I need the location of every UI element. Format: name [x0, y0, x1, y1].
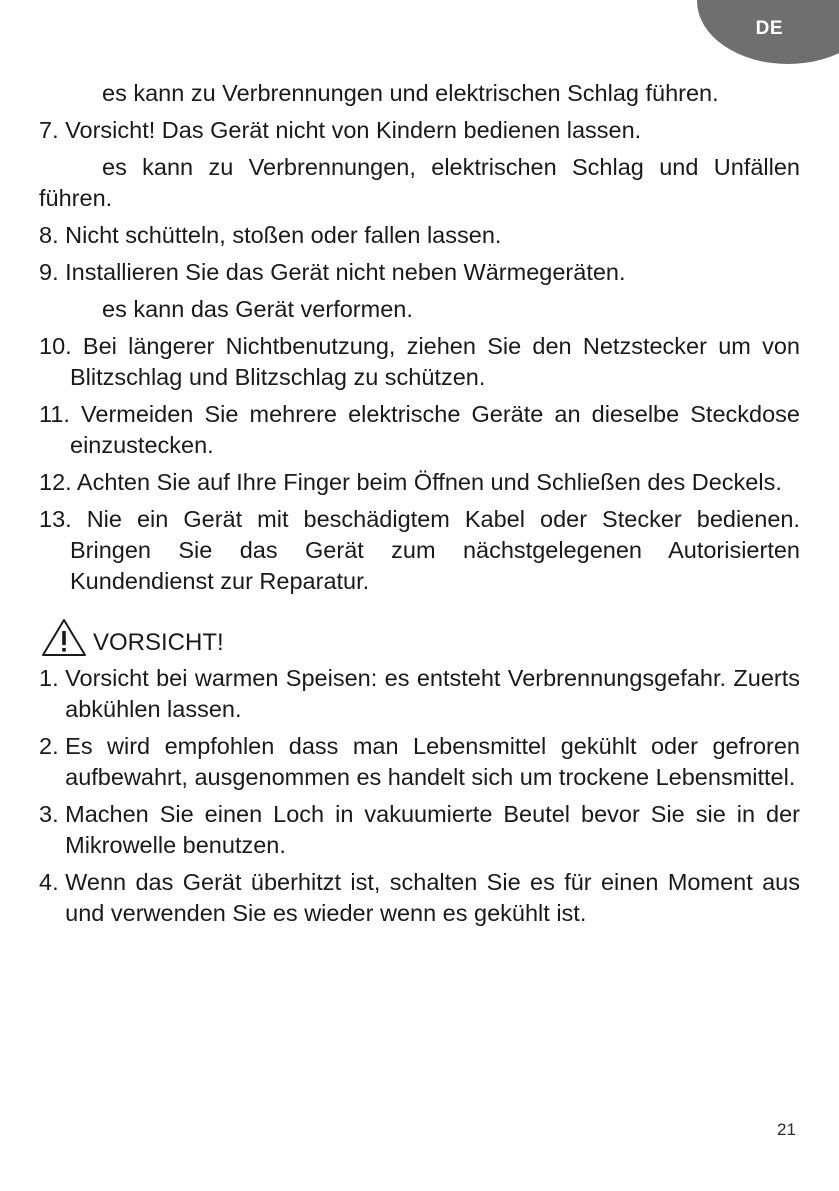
caution-item-number: 1. [39, 665, 66, 691]
list-item-13: 13. Nie ein Gerät mit beschädigtem Kabel oder Stecker bedienen. Bringen Sie das Gerät zum nächstgelegenen Autorisierten Kundendienst zur Reparatur. [39, 506, 800, 594]
caution-item-number: 4. [39, 869, 66, 895]
caution-title: VORSICHT! [93, 629, 224, 656]
list-item-7: 7. Vorsicht! Das Gerät nicht von Kindern bedienen lassen. [39, 117, 642, 143]
list-item-11: 11. Vermeiden Sie mehrere elektrische Geräte an dieselbe Steckdose einzustecken. [39, 401, 800, 458]
page-content [39, 78, 800, 929]
warning-triangle-icon [41, 617, 87, 657]
caution-heading [39, 617, 800, 657]
caution-item-text: Es wird empfohlen dass man Lebensmittel gekühlt oder gefroren aufbewahrt, ausgenommen es handelt sich um trockene Lebensmittel. [65, 733, 800, 790]
page-number: 21 [777, 1120, 796, 1139]
caution-item-text: Machen Sie einen Loch in vakuumierte Beutel bevor Sie sie in der Mikrowelle benutzen. [65, 801, 800, 858]
caution-item-number: 3. [39, 801, 66, 827]
caution-item-text: Wenn das Gerät überhitzt ist, schalten Sie es für einen Moment aus und verwenden Sie es wieder wenn es gekühlt ist. [65, 869, 800, 926]
caution-item [39, 867, 800, 929]
caution-item-text: Vorsicht bei warmen Speisen: es entsteht Verbrennungsgefahr. Zuerts abkühlen lassen. [65, 665, 800, 722]
list-item-12: 12. Achten Sie auf Ihre Finger beim Öffnen und Schließen des Deckels. [39, 469, 782, 495]
paragraph-continuation-7: es kann zu Verbrennungen, elektrischen Schlag und Unfällen führen. [39, 154, 800, 211]
caution-item [39, 799, 800, 861]
list-item-9: 9. Installieren Sie das Gerät nicht neben Wärmegeräten. [39, 259, 626, 285]
paragraph-continuation: es kann zu Verbrennungen und elektrischen Schlag führen. [102, 80, 719, 106]
caution-item [39, 731, 800, 793]
language-tab-label: DE [755, 18, 783, 39]
list-item-8: 8. Nicht schütteln, stoßen oder fallen lassen. [39, 222, 502, 248]
paragraph-continuation-9: es kann das Gerät verformen. [102, 296, 413, 322]
list-item-10: 10. Bei längerer Nichtbenutzung, ziehen Sie den Netzstecker um von Blitzschlag und Blitzschlag zu schützen. [39, 333, 800, 390]
caution-item-number: 2. [39, 733, 66, 759]
caution-item [39, 663, 800, 725]
